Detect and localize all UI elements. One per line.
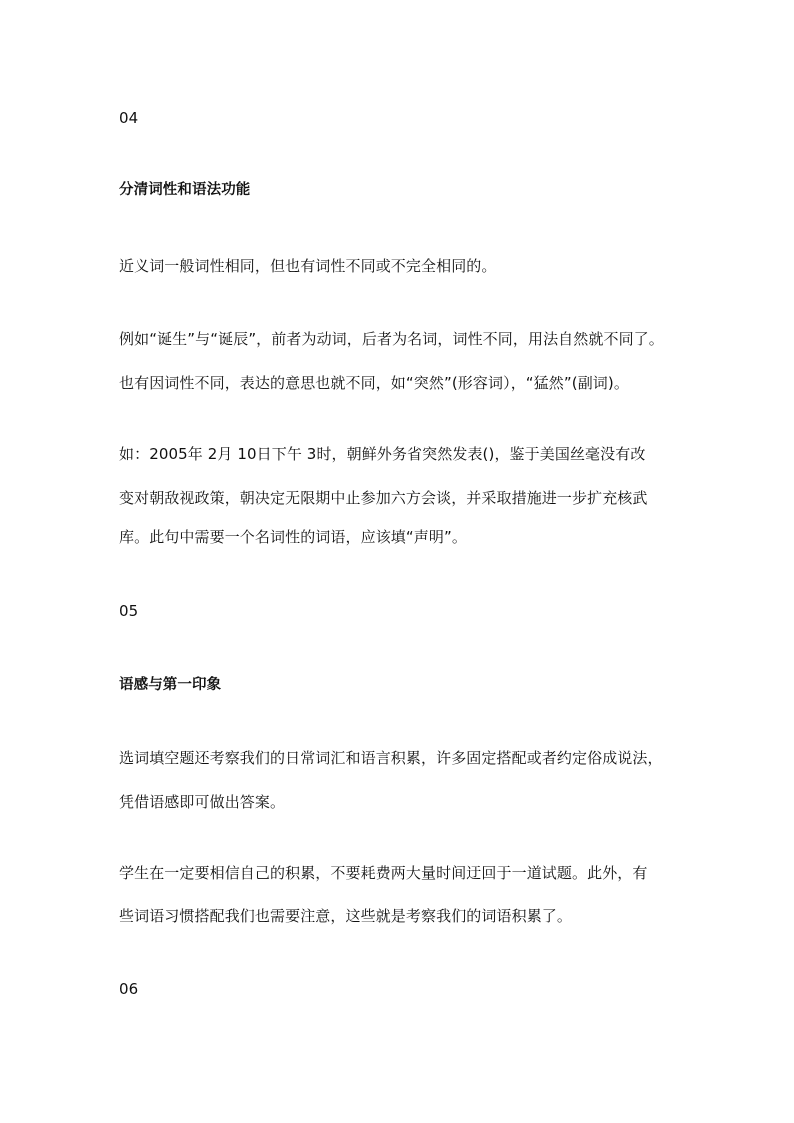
paragraph-line: 如：2005年 2月 10日下午 3时，朝鲜外务省突然发表()，鉴于美国丝毫没有改 bbox=[119, 445, 646, 463]
section-number-04: 04 bbox=[119, 109, 139, 127]
section-number-05: 05 bbox=[119, 602, 139, 620]
paragraph-line: 变对朝敌视政策，朝决定无限期中止参加六方会谈，并采取措施进一步扩充核武 bbox=[119, 489, 648, 507]
paragraph-line: 库。此句中需要一个名词性的词语，应该填“声明”。 bbox=[119, 528, 467, 546]
section-heading-05: 语感与第一印象 bbox=[119, 677, 222, 693]
paragraph-line: 选词填空题还考察我们的日常词汇和语言积累，许多固定搭配或者约定俗成说法， bbox=[119, 749, 663, 767]
paragraph-line: 些词语习惯搭配我们也需要注意，这些就是考察我们的词语积累了。 bbox=[119, 907, 573, 925]
paragraph-line: 近义词一般词性相同，但也有词性不同或不完全相同的。 bbox=[119, 257, 497, 275]
paragraph-line: 也有因词性不同，表达的意思也就不同，如“突然”(形容词），“猛然”(副词)。 bbox=[119, 374, 629, 392]
section-number-06: 06 bbox=[119, 980, 139, 998]
paragraph-line: 凭借语感即可做出答案。 bbox=[119, 793, 286, 811]
paragraph-line: 学生在一定要相信自己的积累，不要耗费两大量时间迂回于一道试题。此外，有 bbox=[119, 864, 648, 882]
paragraph-line: 例如“诞生”与“诞辰”，前者为动词，后者为名词，词性不同，用法自然就不同了。 bbox=[119, 330, 664, 348]
section-heading-04: 分清词性和语法功能 bbox=[119, 182, 251, 198]
